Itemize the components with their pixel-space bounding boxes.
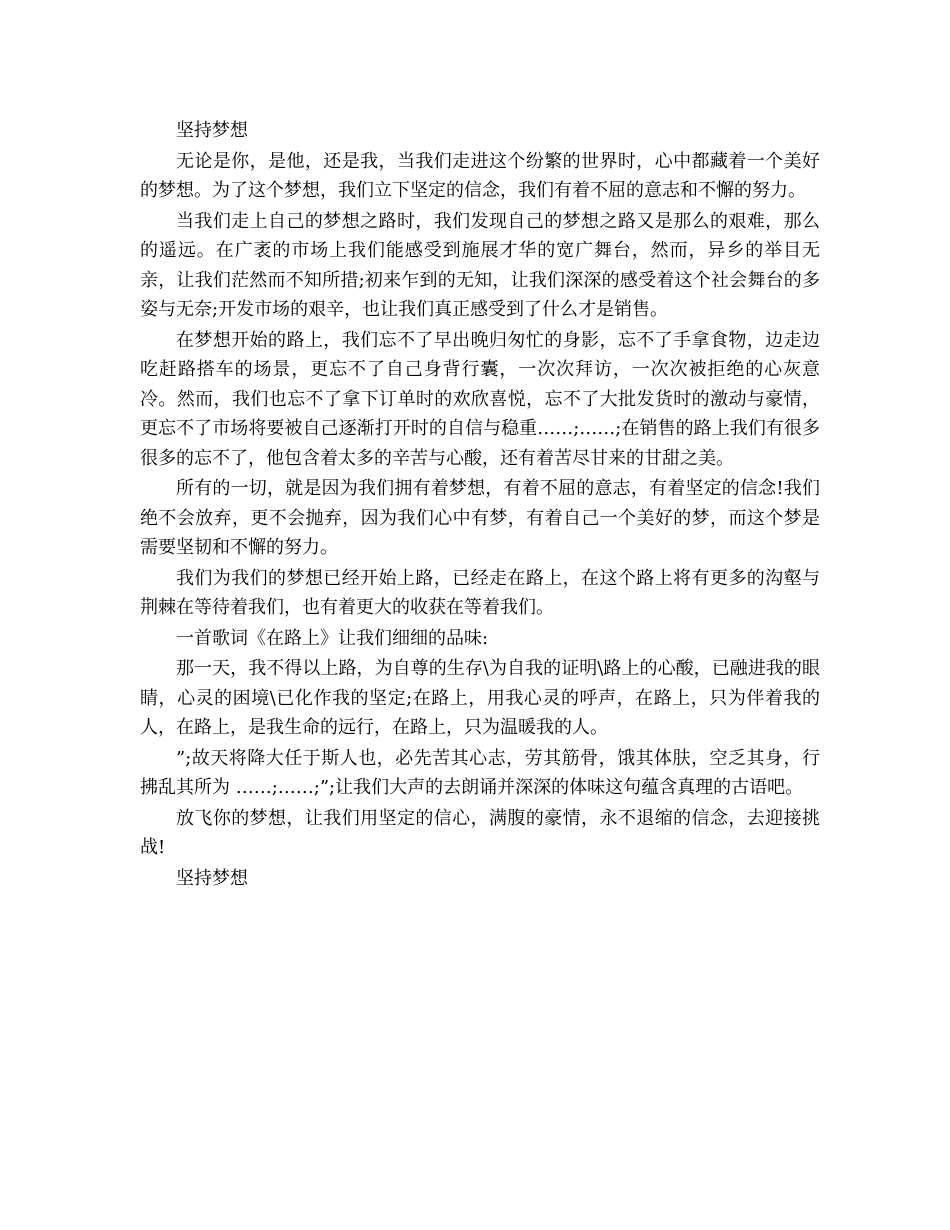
paragraph: 在梦想开始的路上，我们忘不了早出晚归匆忙的身影，忘不了手拿食物，边走边吃赶路搭车的场景，更忘不了自己身背行囊，一次次拜访，一次次被拒绝的心灰意冷。然而，我们也忘不了拿下订单时的欢欣喜悦，忘不了大批发货时的激动与豪情，更忘不了市场将要被自己逐渐打开时的自信与稳重……;……;在销售的路上我们有很多很多的忘不了，他包含着太多的辛苦与心酸，还有着苦尽甘来的甘甜之美。 [140,329,820,469]
paragraph: 那一天，我不得以上路，为自尊的生存\为自我的证明\路上的心酸，已融进我的眼睛，心灵的困境\已化作我的坚定;在路上，用我心灵的呼声，在路上，只为伴着我的人，在路上，是我生命的远行，在路上，只为温暖我的人。 [140,658,820,738]
paragraph: 我们为我们的梦想已经开始上路，已经走在路上，在这个路上将有更多的沟壑与荆棘在等待着我们，也有着更大的收获在等着我们。 [140,567,820,618]
document-body [140,116,820,894]
paragraph: 所有的一切，就是因为我们拥有着梦想，有着不屈的意志，有着坚定的信念!我们绝不会放弃，更不会抛弃，因为我们心中有梦，有着自己一个美好的梦，而这个梦是需要坚韧和不懈的努力。 [140,478,820,558]
paragraph: 放飞你的梦想，让我们用坚定的信心，满腹的豪情，永不退缩的信念，去迎接挑战! [140,807,820,858]
closing-title: 坚持梦想 [176,867,248,889]
paragraph: 无论是你，是他，还是我，当我们走进这个纷繁的世界时，心中都藏着一个美好的梦想。为了这个梦想，我们立下坚定的信念，我们有着不屈的意志和不懈的努力。 [140,150,820,201]
paragraph: ”;故天将降大任于斯人也，必先苦其心志，劳其筋骨，饿其体肤，空乏其身，行拂乱其所为 ……;……;”;让我们大声的去朗诵并深深的体味这句蕴含真理的古语吧。 [140,747,820,798]
document-title: 坚持梦想 [176,120,248,141]
paragraph: 一首歌词《在路上》让我们细细的品味: [176,627,489,649]
paragraph: 当我们走上自己的梦想之路时，我们发现自己的梦想之路又是那么的艰难，那么的遥远。在广袤的市场上我们能感受到施展才华的宽广舞台，然而，异乡的举目无亲，让我们茫然而不知所措;初来乍到的无知，让我们深深的感受着这个社会舞台的多姿与无奈;开发市场的艰辛，也让我们真正感受到了什么才是销售。 [140,210,820,320]
